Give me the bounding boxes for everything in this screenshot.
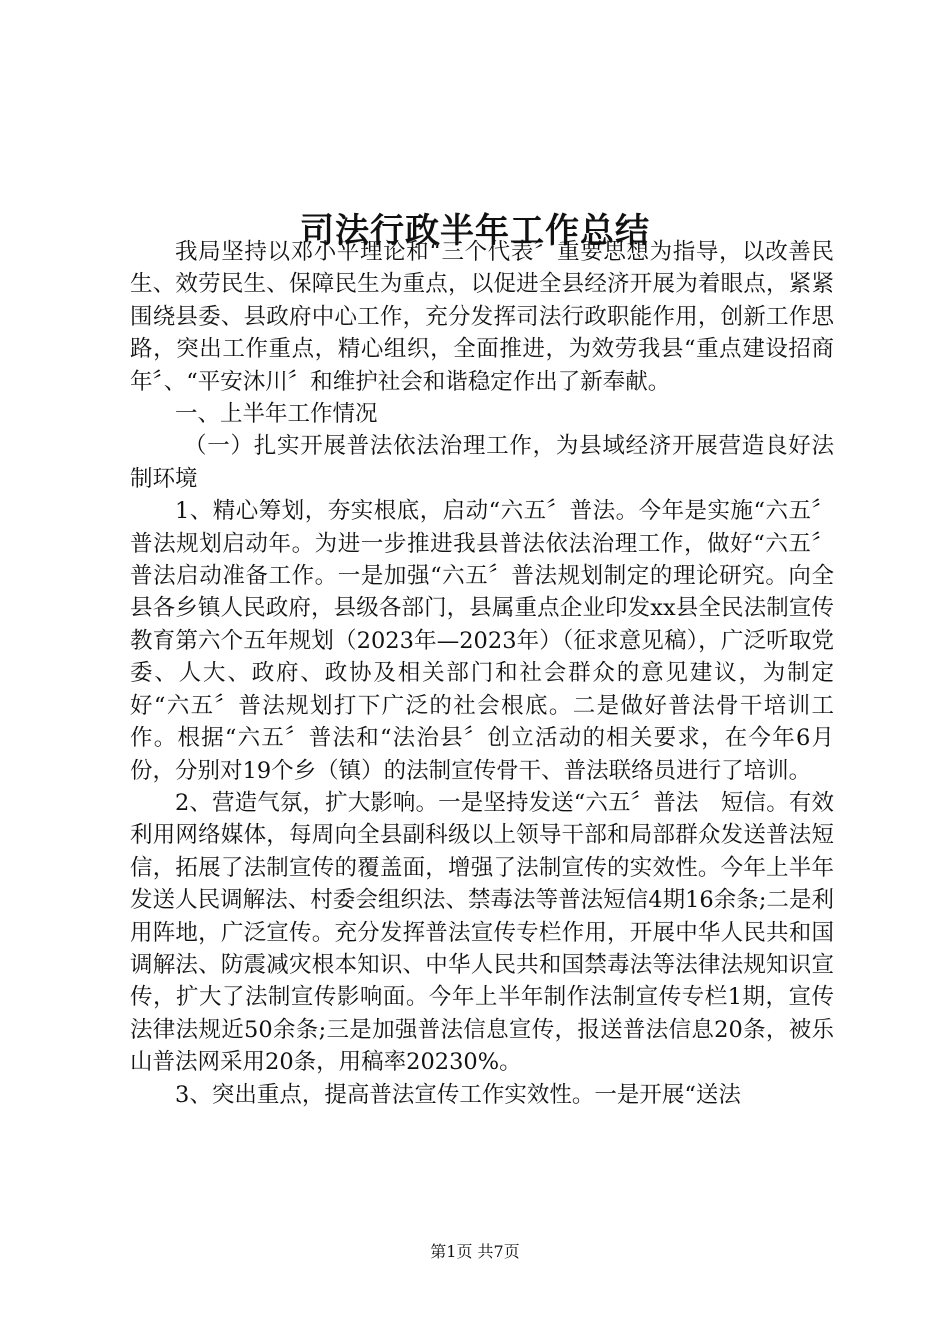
section-heading: 一、上半年工作情况 xyxy=(175,401,378,428)
body-paragraph-1: 1、精心筹划，夯实根底，启动“六五〞普法。今年是实施“六五〞普法规划启动年。为进一步推进我县普法依法治理工作，做好“六五〞普法启动准备工作。一是加强“六五〞普法规划制定的理论研究。向全县各乡镇人民政府，县级各部门，县属重点企业印发xx县全民法制宣传教育第六个五年规划（2023年—2023年）（征求意见稿），广泛听取党委、人大、政府、政协及相关部门和社会群众的意见建议，为制定好“六五〞普法规划打下广泛的社会根底。二是做好普法骨干培训工作。根据“六五〞普法和“法治县〞创立活动的相关要求，在今年6月份，分别对19个乡（镇）的法制宣传骨干、普法联络员进行了培训。 xyxy=(130,498,834,784)
document-body xyxy=(130,236,834,1111)
body-paragraph-3: 3、突出重点，提高普法宣传工作实效性。一是开展“送法 xyxy=(175,1081,741,1108)
subsection-heading: （一）扎实开展普法依法治理工作，为县域经济开展营造良好法制环境 xyxy=(130,433,834,492)
intro-paragraph: 我局坚持以邓小平理论和“三个代表〞重要思想为指导，以改善民生、效劳民生、保障民生为重点，以促进全县经济开展为着眼点，紧紧围绕县委、县政府中心工作，充分发挥司法行政职能作用，创新工作思路，突出工作重点，精心组织，全面推进，为效劳我县“重点建设招商年〞、“平安沐川〞和维护社会和谐稳定作出了新奉献。 xyxy=(130,239,834,395)
page-footer: 第1页 共7页 xyxy=(430,1242,520,1261)
body-paragraph-2: 2、营造气氛，扩大影响。一是坚持发送“六五〞普法 短信。有效利用网络媒体，每周向全县副科级以上领导干部和局部群众发送普法短信，拓展了法制宣传的覆盖面，增强了法制宣传的实效性。今年上半年发送人民调解法、村委会组织法、禁毒法等普法短信4期16余条;二是利用阵地，广泛宣传。充分发挥普法宣传专栏作用，开展中华人民共和国调解法、防震减灾根本知识、中华人民共和国禁毒法等法律法规知识宣传，扩大了法制宣传影响面。今年上半年制作法制宣传专栏1期，宣传法律法规近50余条;三是加强普法信息宣传，报送普法信息20条，被乐山普法网采用20条，用稿率20230%。 xyxy=(130,789,834,1076)
document-title: 司法行政半年工作总结 xyxy=(300,210,650,251)
